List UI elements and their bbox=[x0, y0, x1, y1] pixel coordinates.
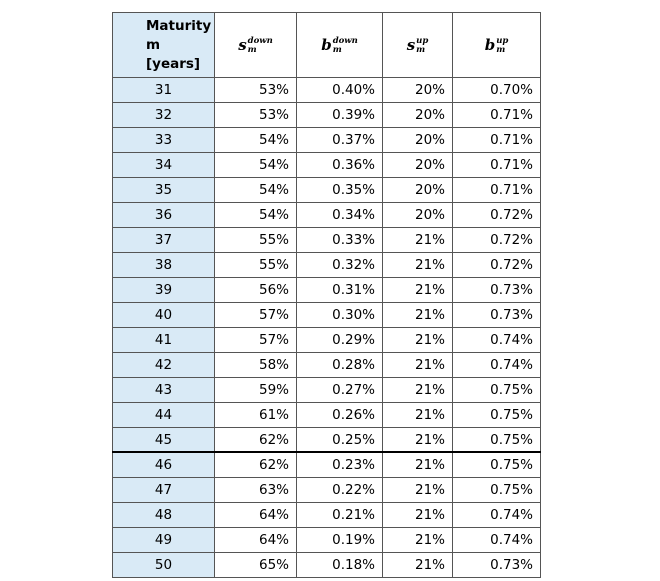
maturity-cell: 46 bbox=[113, 452, 215, 478]
b-down-base: b bbox=[321, 35, 332, 54]
table-body bbox=[113, 78, 541, 578]
s-down-cell: 53% bbox=[215, 78, 297, 103]
b-down-cell: 0.34% bbox=[297, 203, 383, 228]
parameter-table bbox=[112, 12, 541, 578]
b-down-cell: 0.29% bbox=[297, 328, 383, 353]
s-down-cell: 58% bbox=[215, 353, 297, 378]
table-row bbox=[113, 178, 541, 203]
b-up-cell: 0.75% bbox=[453, 428, 541, 453]
s-down-sub: m bbox=[247, 44, 257, 55]
maturity-cell: 31 bbox=[113, 78, 215, 103]
b-up-cell: 0.72% bbox=[453, 203, 541, 228]
s-up-cell: 21% bbox=[383, 503, 453, 528]
s-up-cell: 21% bbox=[383, 228, 453, 253]
b-down-cell: 0.40% bbox=[297, 78, 383, 103]
b-down-cell: 0.26% bbox=[297, 403, 383, 428]
b-down-cell: 0.33% bbox=[297, 228, 383, 253]
b-up-cell: 0.71% bbox=[453, 178, 541, 203]
s-down-cell: 61% bbox=[215, 403, 297, 428]
s-up-cell: 20% bbox=[383, 128, 453, 153]
maturity-cell: 48 bbox=[113, 503, 215, 528]
maturity-cell: 39 bbox=[113, 278, 215, 303]
maturity-cell: 47 bbox=[113, 478, 215, 503]
s-down-cell: 53% bbox=[215, 103, 297, 128]
b-up-cell: 0.75% bbox=[453, 378, 541, 403]
s-up-cell: 21% bbox=[383, 253, 453, 278]
s-up-cell: 20% bbox=[383, 78, 453, 103]
b-down-cell: 0.37% bbox=[297, 128, 383, 153]
maturity-cell: 45 bbox=[113, 428, 215, 453]
table-row bbox=[113, 328, 541, 353]
s-down-cell: 62% bbox=[215, 452, 297, 478]
s-up-cell: 21% bbox=[383, 478, 453, 503]
b-down-cell: 0.32% bbox=[297, 253, 383, 278]
b-down-cell: 0.22% bbox=[297, 478, 383, 503]
s-up-cell: 20% bbox=[383, 203, 453, 228]
table-row bbox=[113, 428, 541, 453]
s-down-cell: 63% bbox=[215, 478, 297, 503]
s-up-cell: 21% bbox=[383, 452, 453, 478]
maturity-cell: 42 bbox=[113, 353, 215, 378]
table-row bbox=[113, 78, 541, 103]
header-row bbox=[113, 13, 541, 78]
maturity-cell: 50 bbox=[113, 553, 215, 578]
b-up-cell: 0.71% bbox=[453, 103, 541, 128]
s-up-cell: 21% bbox=[383, 278, 453, 303]
maturity-cell: 34 bbox=[113, 153, 215, 178]
s-up-sup: up bbox=[416, 35, 429, 46]
table-row bbox=[113, 403, 541, 428]
s-up-sub: m bbox=[416, 44, 426, 55]
maturity-header bbox=[113, 13, 215, 78]
maturity-header-line2: m bbox=[146, 36, 161, 53]
s-down-cell: 57% bbox=[215, 303, 297, 328]
b-up-cell: 0.74% bbox=[453, 528, 541, 553]
b-down-cell: 0.30% bbox=[297, 303, 383, 328]
table-row bbox=[113, 103, 541, 128]
b-down-cell: 0.23% bbox=[297, 452, 383, 478]
parameter-table-container bbox=[112, 12, 540, 578]
b-up-cell: 0.70% bbox=[453, 78, 541, 103]
table-row bbox=[113, 452, 541, 478]
table-row bbox=[113, 528, 541, 553]
b-up-cell: 0.71% bbox=[453, 128, 541, 153]
maturity-cell: 32 bbox=[113, 103, 215, 128]
b-down-cell: 0.36% bbox=[297, 153, 383, 178]
table-row bbox=[113, 128, 541, 153]
maturity-cell: 43 bbox=[113, 378, 215, 403]
table-row bbox=[113, 228, 541, 253]
maturity-header-line3: [years] bbox=[146, 55, 201, 72]
b-down-sub: m bbox=[332, 44, 342, 55]
s-up-cell: 20% bbox=[383, 103, 453, 128]
s-up-cell: 21% bbox=[383, 378, 453, 403]
b-down-cell: 0.21% bbox=[297, 503, 383, 528]
table-row bbox=[113, 203, 541, 228]
b-up-cell: 0.74% bbox=[453, 503, 541, 528]
s-down-cell: 54% bbox=[215, 128, 297, 153]
b-up-cell: 0.71% bbox=[453, 153, 541, 178]
b-up-cell: 0.73% bbox=[453, 303, 541, 328]
s-down-cell: 57% bbox=[215, 328, 297, 353]
s-down-cell: 54% bbox=[215, 153, 297, 178]
b-up-cell: 0.72% bbox=[453, 253, 541, 278]
s-down-cell: 55% bbox=[215, 228, 297, 253]
b-down-header bbox=[297, 13, 383, 78]
b-down-cell: 0.35% bbox=[297, 178, 383, 203]
b-down-cell: 0.27% bbox=[297, 378, 383, 403]
b-up-base: b bbox=[484, 35, 496, 54]
s-down-cell: 59% bbox=[215, 378, 297, 403]
s-up-cell: 21% bbox=[383, 528, 453, 553]
maturity-cell: 37 bbox=[113, 228, 215, 253]
s-up-cell: 21% bbox=[383, 303, 453, 328]
s-up-header bbox=[383, 13, 453, 78]
b-down-sup: down bbox=[332, 35, 358, 46]
s-up-cell: 20% bbox=[383, 153, 453, 178]
s-up-cell: 20% bbox=[383, 178, 453, 203]
table-row bbox=[113, 378, 541, 403]
s-down-cell: 55% bbox=[215, 253, 297, 278]
s-down-cell: 65% bbox=[215, 553, 297, 578]
table-row bbox=[113, 153, 541, 178]
table-row bbox=[113, 478, 541, 503]
s-down-header bbox=[215, 13, 297, 78]
maturity-cell: 41 bbox=[113, 328, 215, 353]
b-down-cell: 0.39% bbox=[297, 103, 383, 128]
maturity-cell: 49 bbox=[113, 528, 215, 553]
b-down-cell: 0.18% bbox=[297, 553, 383, 578]
s-up-cell: 21% bbox=[383, 553, 453, 578]
s-down-cell: 64% bbox=[215, 528, 297, 553]
table-row bbox=[113, 503, 541, 528]
maturity-cell: 35 bbox=[113, 178, 215, 203]
table-row bbox=[113, 278, 541, 303]
table-row bbox=[113, 303, 541, 328]
b-down-cell: 0.19% bbox=[297, 528, 383, 553]
b-up-header bbox=[453, 13, 541, 78]
b-down-cell: 0.28% bbox=[297, 353, 383, 378]
table-row bbox=[113, 553, 541, 578]
b-up-sub: m bbox=[496, 44, 506, 55]
maturity-header-line1: Maturity bbox=[146, 17, 212, 34]
maturity-cell: 40 bbox=[113, 303, 215, 328]
table-row bbox=[113, 253, 541, 278]
s-down-cell: 64% bbox=[215, 503, 297, 528]
b-up-sup: up bbox=[496, 35, 509, 46]
maturity-cell: 38 bbox=[113, 253, 215, 278]
b-down-cell: 0.25% bbox=[297, 428, 383, 453]
maturity-cell: 33 bbox=[113, 128, 215, 153]
b-up-cell: 0.73% bbox=[453, 553, 541, 578]
s-up-cell: 21% bbox=[383, 428, 453, 453]
b-up-cell: 0.75% bbox=[453, 452, 541, 478]
s-down-cell: 54% bbox=[215, 178, 297, 203]
s-down-base: s bbox=[238, 35, 247, 54]
b-up-cell: 0.74% bbox=[453, 328, 541, 353]
s-up-cell: 21% bbox=[383, 403, 453, 428]
b-down-cell: 0.31% bbox=[297, 278, 383, 303]
b-up-cell: 0.73% bbox=[453, 278, 541, 303]
s-down-sup: down bbox=[247, 35, 273, 46]
maturity-cell: 44 bbox=[113, 403, 215, 428]
maturity-cell: 36 bbox=[113, 203, 215, 228]
s-up-base: s bbox=[406, 35, 416, 54]
s-down-cell: 62% bbox=[215, 428, 297, 453]
s-down-cell: 54% bbox=[215, 203, 297, 228]
b-up-cell: 0.74% bbox=[453, 353, 541, 378]
b-up-cell: 0.75% bbox=[453, 403, 541, 428]
s-down-cell: 56% bbox=[215, 278, 297, 303]
b-up-cell: 0.75% bbox=[453, 478, 541, 503]
s-up-cell: 21% bbox=[383, 328, 453, 353]
table-row bbox=[113, 353, 541, 378]
s-up-cell: 21% bbox=[383, 353, 453, 378]
b-up-cell: 0.72% bbox=[453, 228, 541, 253]
